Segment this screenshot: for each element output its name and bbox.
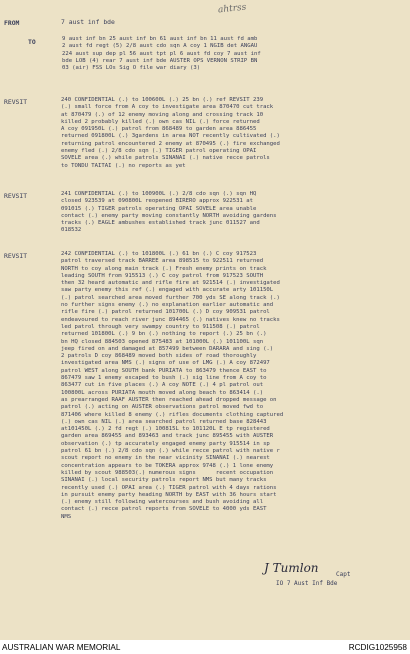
message-line: patrol traversed track BARREE area 898515 to 922511 returned [61,258,264,265]
message-242 [61,251,405,521]
handwritten-annotation: ahtrss [217,2,247,16]
message-line: SINANAI (.) local security patrols report NMS but many tracks [61,477,267,484]
addressee-list [62,36,400,72]
message-line: patrol WEST along SOUTH bank PURIATA to 863479 thence EAST to [61,367,267,374]
message-line: led patrol through very swampy country to 911508 (.) patrol [61,323,260,330]
message-line: 867479 saw 1 enemy escaped to bush (.) sig line from A coy to [61,375,267,382]
message-line: as prearranged RAAF AUSTER then reached ahead dropped message on [61,396,277,403]
message-line: 240 CONFIDENTIAL (.) to 100600L (.) 25 bn (.) ref REVSIT 239 [61,97,264,103]
message-line: killed by scout 988503(.) numerous signs recent occupation [61,469,274,476]
message-line: (.) small force from A coy to investigate area 870470 cut track [61,104,274,111]
message-line: 863477 cut in five places (.) A coy NOTE (.) 4 pl patrol out [61,382,264,389]
message-line: enemy fled (.) 2/8 cdo sqn (.) TIGER patrol operating OPAI [61,148,257,155]
message-line: no further signs enemy (.) no explanation earlier automatic and [61,302,274,309]
handwritten-signature: J Tumlon [264,561,319,575]
section-label-242: REVSIT [4,252,28,260]
message-line: endeavoured to reach river junc 894465 (.) natives knew no tracks [61,316,280,323]
addressee-line: 9 aust inf bn 25 aust inf bn 61 aust inf bn 11 aust fd amb [62,36,258,42]
message-line: then 32 heard automatic and rifle fire at 921514 (.) investigated [61,280,280,287]
message-line: 018532 [61,227,82,234]
archive-reference: RCDIG1025958 [348,643,407,652]
message-line: contact (.) recce patrol reports from SOVELE to 4000 yds EAST [61,506,267,513]
message-241 [61,191,405,235]
message-line: (.) own cas NIL (.) area searched patrol returned base 828443 [61,418,267,425]
from-label: FROM [4,19,20,27]
message-line: at 870479 (.) of 12 enemy moving along and crossing track 10 [61,111,264,118]
message-line: bn HQ closed 884503 opened 875483 at 101000L (.) 101100L sqn [61,338,264,345]
message-line: at101450L (.) 2 fd regt (.) 100815L to 101120L E tp registered [61,426,270,433]
archive-name: AUSTRALIAN WAR MEMORIAL [2,643,121,652]
message-line: investigated area NMS (.) signs of use of LMG (.) A coy 872497 [61,360,270,367]
archive-footer [0,640,410,654]
message-line: recently used (.) OPAI area (.) TIGER patrol with 4 days rations [61,484,277,491]
message-line: 241 CONFIDENTIAL (.) to 100900L (.) 2/8 cdo sqn (.) sqn HQ [61,191,257,197]
message-line: returned 091800L (.) 3gardens in area NOT recently cultivated (.) [61,133,280,140]
message-line: 242 CONFIDENTIAL (.) to 101800L (.) 61 bn (.) C coy 917523 [61,251,257,257]
message-line: to TONDU TAITAI (.) no reports as yet [61,162,186,169]
message-line: concentration appears to be TOKERA approx 9748 (.) 1 lone enemy [61,462,274,469]
message-line: scout report no enemy in the near vicinity SINANAI (.) nearest [61,455,270,462]
message-line: contact (.) enemy party moving constantly NORTH avoiding gardens [61,212,277,219]
signature-rank: Capt [336,571,351,578]
addressee-line: bde LOB (4) rear 7 aust inf bde AUSTER OPS VERNON STRIP BN [62,57,258,64]
to-label: TO [28,38,36,46]
message-line: leading SOUTH from 915513 (.) C coy patrol from 917523 SOUTH [61,272,264,279]
message-line: SOVELE area (.) while patrols SINANAI (.) native recce patrols [61,155,270,162]
message-line: tracks (.) EAGLE ambushes established track junc 011527 and [61,220,260,227]
addressee-line: 224 aust sup dep pl 56 aust tpt pl 6 aust fd coy 7 aust inf [62,50,261,57]
message-line: jeep fired on and damaged at 857499 between DARARA and sing (.) [61,345,274,352]
message-line: closed 923539 at 090800L reopened BIRERO approx 922531 at [61,198,253,205]
message-line: saw party enemy this ref (.) engaged with accurate arty 101150L [61,287,274,294]
message-line: A coy 091950L (.) patrol from 868489 to garden area 886455 [61,126,257,133]
message-line: in pursuit enemy party heading NORTH by EAST with 36 hours start [61,491,277,498]
addressee-line: 03 (air) FSS LOs Sig O file war diary (3) [62,65,201,72]
message-line: rifle fire (.) patrol returned 101700L (.) D coy 909531 patrol [61,309,270,316]
message-line: returning patrol encountered 2 enemy at 870495 (.) fire exchanged [61,140,280,147]
message-line: patrol (.) acting on AUSTER observations patrol moved fwd to [61,404,264,411]
addressee-line: 2 aust fd regt (5) 2/8 aust cdo sqn A coy 1 NGIB det ANGAU [62,43,258,50]
message-line: garden area 869455 and 893463 and track junc 895455 with AUSTER [61,433,274,440]
message-line: (.) enemy still following watercourses and bush avoiding all [61,499,264,506]
message-line: 100800L across PURIATA mouth moved along beach to 863414 (.) [61,389,264,396]
section-label-240: REVSIT [4,98,28,106]
message-line: (.) patrol searched area moved further 700 yds SE along track (.) [61,294,280,301]
section-label-241: REVSIT [4,192,28,200]
message-line: 871406 where killed 8 enemy (.) rifles documents clothing captured [61,411,284,418]
message-line: observation (.) tp accurately engaged enemy party 915514 in sp [61,440,270,447]
message-line: killed 2 probably killed (.) own cas NIL (.) force returned [61,118,260,125]
signature-unit: IO 7 Aust Inf Bde [276,580,338,587]
message-line: patrol 61 bn (.) 2/8 cdo sqn (.) while recce patrol with native r [61,448,280,455]
from-value: 7 aust inf bde [61,18,115,26]
message-line: NORTH to coy along main track (.) Fresh enemy prints on track [61,265,267,272]
message-line: 091015 (.) TIGER patrols operating OPAI SOVELE area unable [61,205,257,212]
message-line: 2 patrols D coy 868489 moved both sides of road thoroughly [61,353,257,360]
message-line: returned 101800L (.) 9 bn (.) nothing to report (.) 25 bn (.) [61,331,267,338]
message-line: NMS [61,513,72,520]
message-240 [61,97,405,170]
